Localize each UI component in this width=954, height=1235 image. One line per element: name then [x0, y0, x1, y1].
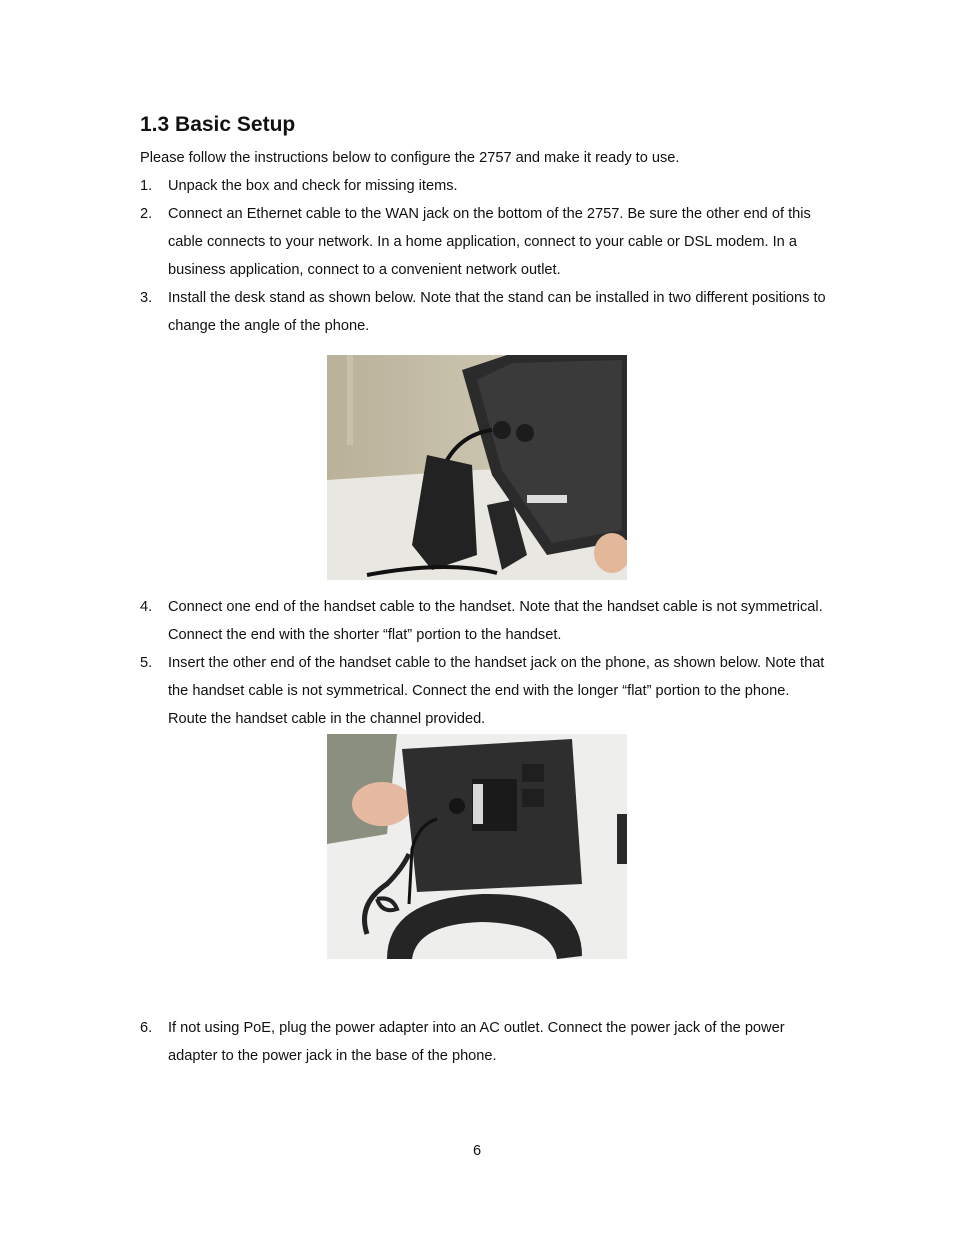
list-item — [140, 649, 830, 733]
list-item — [140, 1014, 830, 1070]
list-text: If not using PoE, plug the power adapter into an AC outlet. Connect the power jack of the power adapter to the power jack in the base of the phone. — [168, 1020, 785, 1064]
list-text: Connect an Ethernet cable to the WAN jack on the bottom of the 2757. Be sure the other end of this cable connects to your network. In a home application, connect to your cable or DSL modem. In a business application, connect to a convenient network outlet. — [168, 206, 811, 278]
list-number: 6. — [140, 1020, 153, 1036]
list-text: Install the desk stand as shown below. Note that the stand can be installed in two different positions to change the angle of the phone. — [168, 290, 826, 334]
desk-stand-photo — [327, 355, 627, 580]
list-number: 1. — [140, 178, 153, 194]
list-text: Connect one end of the handset cable to the handset. Note that the handset cable is not symmetrical. Connect the end with the shorter “flat” portion to the handset. — [168, 599, 823, 643]
list-item — [140, 593, 830, 649]
list-text: Insert the other end of the handset cable to the handset jack on the phone, as shown below. Note that the handset cable is not symmetrical. Connect the end with the longer “flat” portion to the phone. Route the handset cable in the channel provided. — [168, 655, 825, 727]
list-item — [140, 284, 830, 340]
list-item — [140, 200, 830, 284]
list-item — [140, 172, 830, 200]
page-number: 6 — [472, 1143, 482, 1159]
list-number: 4. — [140, 599, 153, 615]
handset-jack-photo — [327, 734, 627, 959]
list-number: 3. — [140, 290, 153, 306]
list-text: Unpack the box and check for missing items. — [168, 178, 458, 194]
list-number: 2. — [140, 206, 153, 222]
list-number: 5. — [140, 655, 153, 671]
intro-paragraph: Please follow the instructions below to configure the 2757 and make it ready to use. — [140, 150, 680, 166]
section-heading: 1.3 Basic Setup — [140, 113, 296, 136]
